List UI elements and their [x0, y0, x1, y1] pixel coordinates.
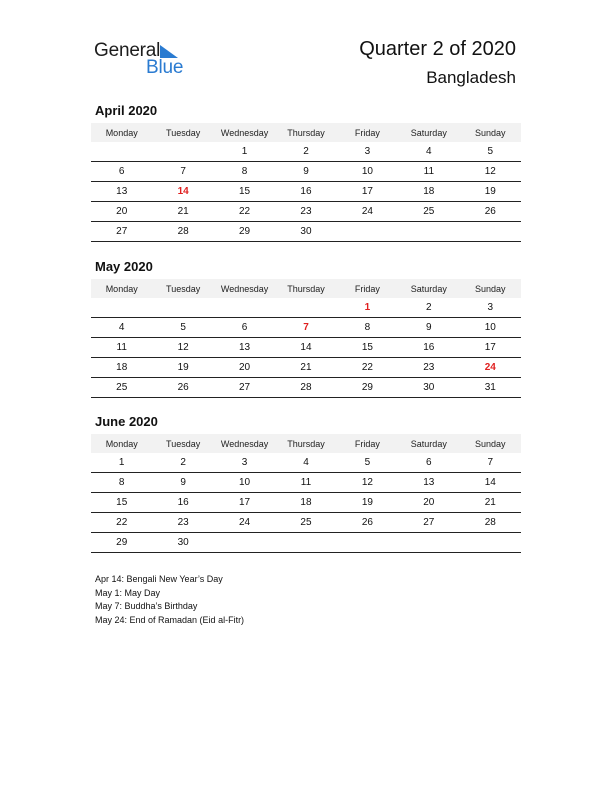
day-cell: 25 — [91, 378, 152, 398]
empty-day-cell — [214, 298, 275, 318]
day-cell: 17 — [460, 338, 521, 358]
day-cell: 12 — [337, 473, 398, 493]
holiday-day-cell: 14 — [152, 182, 213, 202]
day-cell: 17 — [214, 493, 275, 513]
calendar-table — [91, 123, 521, 242]
day-cell: 20 — [398, 493, 459, 513]
day-cell: 8 — [91, 473, 152, 493]
day-cell: 10 — [214, 473, 275, 493]
month-title: April 2020 — [95, 103, 158, 118]
day-cell: 5 — [460, 142, 521, 162]
day-cell: 16 — [398, 338, 459, 358]
quarter-title: Quarter 2 of 2020 — [359, 38, 516, 60]
day-cell: 13 — [214, 338, 275, 358]
weekday-header: Tuesday — [152, 434, 213, 453]
day-cell: 26 — [337, 513, 398, 533]
week-row — [91, 182, 521, 202]
day-cell: 10 — [460, 318, 521, 338]
weekday-header-row — [91, 279, 521, 298]
week-row — [91, 162, 521, 182]
empty-day-cell — [214, 533, 275, 553]
day-cell: 20 — [91, 202, 152, 222]
week-row — [91, 378, 521, 398]
day-cell: 4 — [275, 453, 336, 473]
day-cell: 3 — [460, 298, 521, 318]
day-cell: 11 — [275, 473, 336, 493]
logo-blue-text: Blue — [146, 57, 184, 78]
day-cell: 24 — [337, 202, 398, 222]
week-row — [91, 473, 521, 493]
empty-day-cell — [152, 142, 213, 162]
weekday-header: Tuesday — [152, 123, 213, 142]
weekday-header: Wednesday — [214, 123, 275, 142]
day-cell: 17 — [337, 182, 398, 202]
day-cell: 3 — [337, 142, 398, 162]
weekday-header: Friday — [337, 123, 398, 142]
day-cell: 27 — [91, 222, 152, 242]
day-cell: 29 — [91, 533, 152, 553]
weekday-header: Monday — [91, 123, 152, 142]
calendar-table — [91, 434, 521, 553]
day-cell: 29 — [214, 222, 275, 242]
day-cell: 24 — [214, 513, 275, 533]
day-cell: 13 — [398, 473, 459, 493]
day-cell: 8 — [337, 318, 398, 338]
day-cell: 22 — [337, 358, 398, 378]
week-row — [91, 493, 521, 513]
day-cell: 2 — [275, 142, 336, 162]
day-cell: 22 — [214, 202, 275, 222]
weekday-header: Thursday — [275, 279, 336, 298]
calendar-table — [91, 279, 521, 398]
week-row — [91, 513, 521, 533]
weekday-header: Wednesday — [214, 434, 275, 453]
empty-day-cell — [398, 222, 459, 242]
day-cell: 14 — [275, 338, 336, 358]
day-cell: 2 — [152, 453, 213, 473]
day-cell: 30 — [275, 222, 336, 242]
holiday-note: May 24: End of Ramadan (Eid al-Fitr) — [95, 614, 245, 625]
month-june — [91, 414, 521, 553]
empty-day-cell — [91, 142, 152, 162]
day-cell: 9 — [152, 473, 213, 493]
empty-day-cell — [337, 222, 398, 242]
day-cell: 6 — [214, 318, 275, 338]
empty-day-cell — [275, 298, 336, 318]
weekday-header: Saturday — [398, 279, 459, 298]
empty-day-cell — [460, 533, 521, 553]
day-cell: 30 — [152, 533, 213, 553]
day-cell: 18 — [91, 358, 152, 378]
day-cell: 19 — [337, 493, 398, 513]
holiday-day-cell: 24 — [460, 358, 521, 378]
day-cell: 28 — [152, 222, 213, 242]
day-cell: 1 — [91, 453, 152, 473]
weekday-header: Monday — [91, 434, 152, 453]
holiday-note: May 1: May Day — [95, 587, 161, 598]
day-cell: 15 — [91, 493, 152, 513]
day-cell: 14 — [460, 473, 521, 493]
week-row — [91, 298, 521, 318]
day-cell: 21 — [152, 202, 213, 222]
weekday-header: Thursday — [275, 123, 336, 142]
day-cell: 4 — [91, 318, 152, 338]
day-cell: 28 — [460, 513, 521, 533]
weekday-header: Saturday — [398, 434, 459, 453]
day-cell: 31 — [460, 378, 521, 398]
holiday-note: Apr 14: Bengali New Year’s Day — [95, 574, 223, 584]
month-title: June 2020 — [95, 414, 158, 429]
holiday-notes — [95, 573, 244, 627]
day-cell: 21 — [460, 493, 521, 513]
weekday-header: Sunday — [460, 123, 521, 142]
day-cell: 6 — [91, 162, 152, 182]
holiday-day-cell: 1 — [337, 298, 398, 318]
day-cell: 5 — [337, 453, 398, 473]
day-cell: 20 — [214, 358, 275, 378]
weekday-header: Wednesday — [214, 279, 275, 298]
day-cell: 8 — [214, 162, 275, 182]
week-row — [91, 533, 521, 553]
weekday-header: Friday — [337, 279, 398, 298]
week-row — [91, 453, 521, 473]
day-cell: 21 — [275, 358, 336, 378]
weekday-header: Monday — [91, 279, 152, 298]
day-cell: 15 — [337, 338, 398, 358]
month-title: May 2020 — [95, 259, 153, 274]
week-row — [91, 142, 521, 162]
day-cell: 2 — [398, 298, 459, 318]
day-cell: 18 — [398, 182, 459, 202]
empty-day-cell — [91, 298, 152, 318]
weekday-header-row — [91, 123, 521, 142]
week-row — [91, 338, 521, 358]
logo — [94, 40, 194, 80]
day-cell: 22 — [91, 513, 152, 533]
week-row — [91, 358, 521, 378]
month-may — [91, 259, 521, 398]
weekday-header-row — [91, 434, 521, 453]
country-name: Bangladesh — [426, 68, 516, 87]
day-cell: 9 — [398, 318, 459, 338]
holiday-note: May 7: Buddha’s Birthday — [95, 601, 198, 611]
empty-day-cell — [398, 533, 459, 553]
holiday-day-cell: 7 — [275, 318, 336, 338]
weekday-header: Saturday — [398, 123, 459, 142]
week-row — [91, 202, 521, 222]
day-cell: 3 — [214, 453, 275, 473]
day-cell: 16 — [152, 493, 213, 513]
day-cell: 30 — [398, 378, 459, 398]
empty-day-cell — [460, 222, 521, 242]
day-cell: 10 — [337, 162, 398, 182]
day-cell: 23 — [398, 358, 459, 378]
day-cell: 11 — [398, 162, 459, 182]
day-cell: 27 — [214, 378, 275, 398]
day-cell: 12 — [460, 162, 521, 182]
day-cell: 23 — [152, 513, 213, 533]
day-cell: 26 — [460, 202, 521, 222]
day-cell: 25 — [398, 202, 459, 222]
empty-day-cell — [275, 533, 336, 553]
day-cell: 11 — [91, 338, 152, 358]
week-row — [91, 222, 521, 242]
day-cell: 16 — [275, 182, 336, 202]
day-cell: 1 — [214, 142, 275, 162]
empty-day-cell — [337, 533, 398, 553]
day-cell: 6 — [398, 453, 459, 473]
day-cell: 26 — [152, 378, 213, 398]
day-cell: 25 — [275, 513, 336, 533]
day-cell: 23 — [275, 202, 336, 222]
day-cell: 12 — [152, 338, 213, 358]
day-cell: 7 — [152, 162, 213, 182]
weekday-header: Thursday — [275, 434, 336, 453]
day-cell: 5 — [152, 318, 213, 338]
day-cell: 18 — [275, 493, 336, 513]
day-cell: 19 — [152, 358, 213, 378]
empty-day-cell — [152, 298, 213, 318]
day-cell: 29 — [337, 378, 398, 398]
day-cell: 19 — [460, 182, 521, 202]
day-cell: 27 — [398, 513, 459, 533]
month-april — [91, 103, 521, 242]
weekday-header: Sunday — [460, 434, 521, 453]
day-cell: 15 — [214, 182, 275, 202]
day-cell: 9 — [275, 162, 336, 182]
day-cell: 28 — [275, 378, 336, 398]
day-cell: 7 — [460, 453, 521, 473]
weekday-header: Tuesday — [152, 279, 213, 298]
weekday-header: Friday — [337, 434, 398, 453]
day-cell: 13 — [91, 182, 152, 202]
day-cell: 4 — [398, 142, 459, 162]
logo-general-text: General — [94, 40, 161, 61]
weekday-header: Sunday — [460, 279, 521, 298]
week-row — [91, 318, 521, 338]
